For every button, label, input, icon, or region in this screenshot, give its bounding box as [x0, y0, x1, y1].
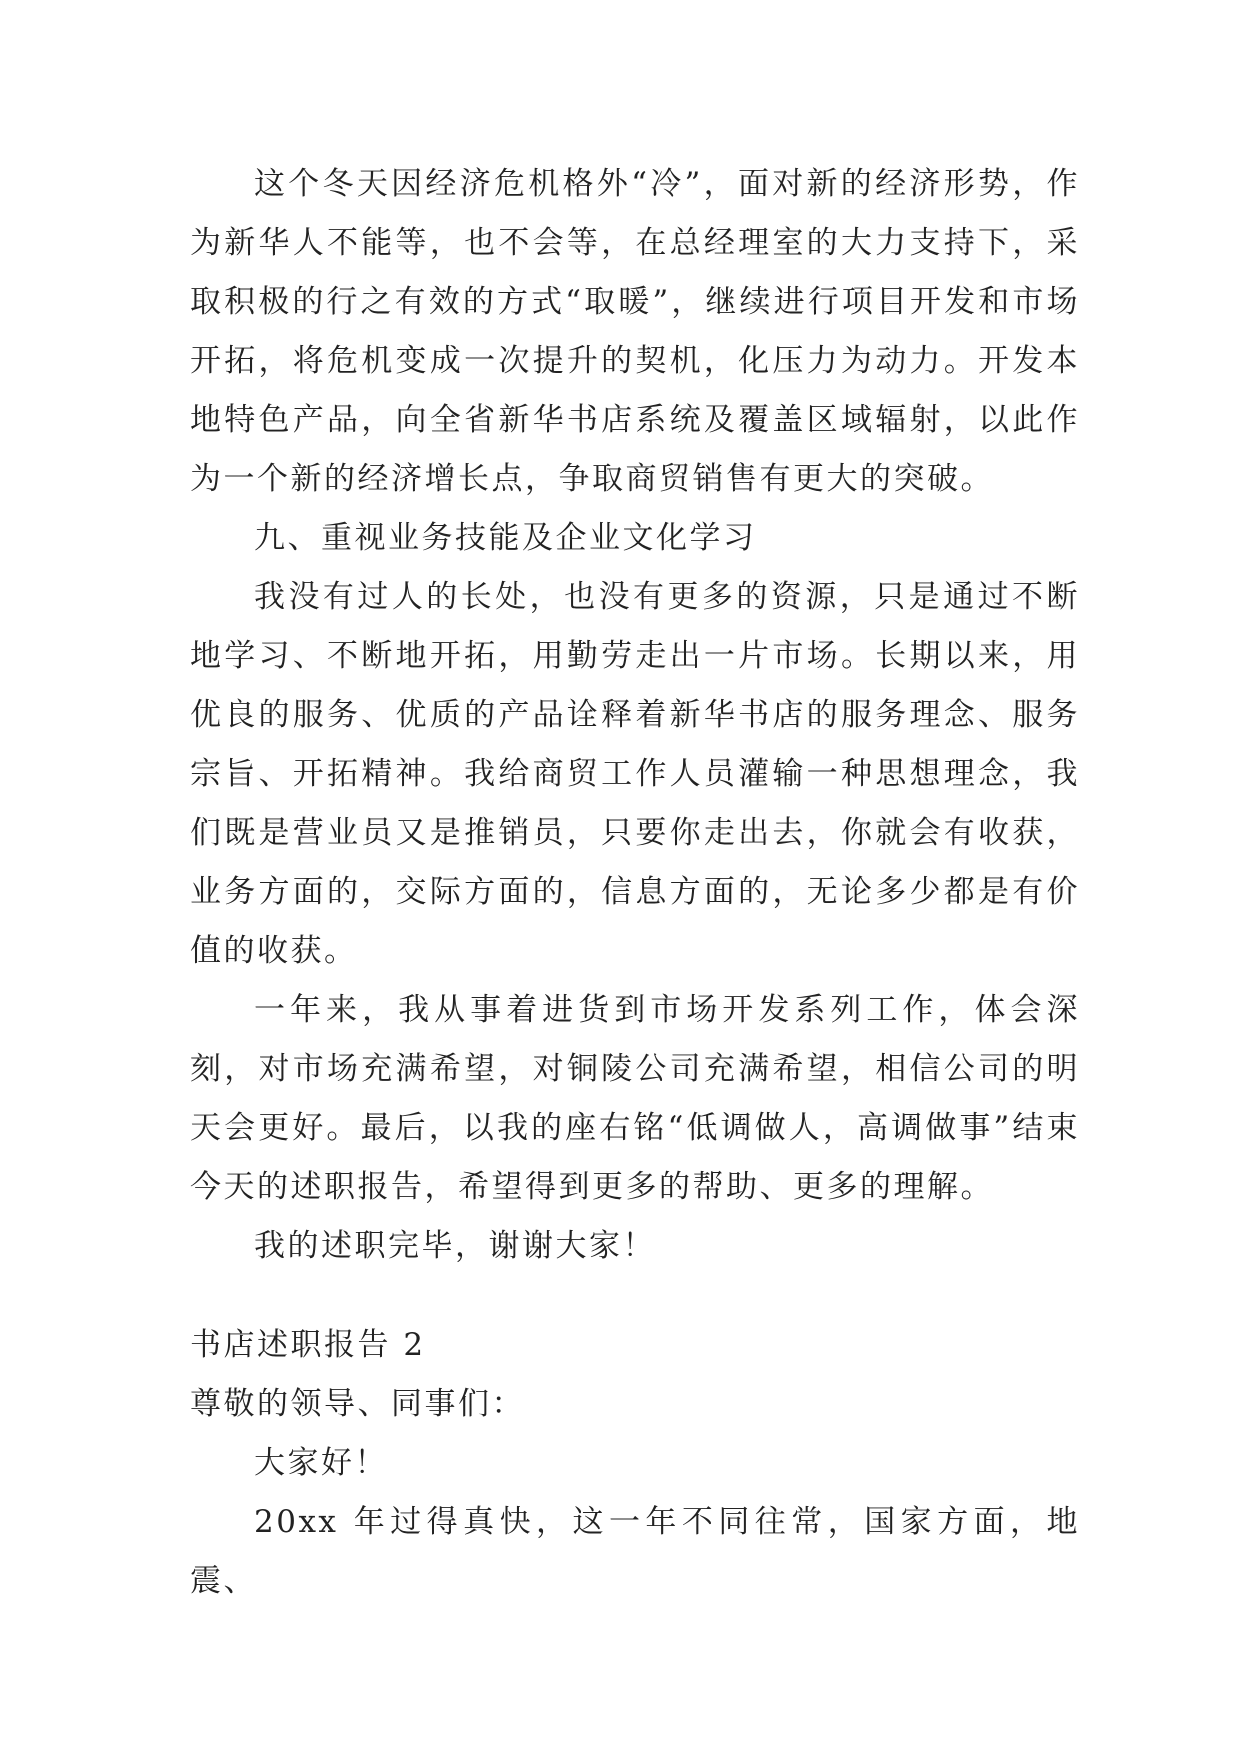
report-title: 书店述职报告 2: [190, 1327, 426, 1363]
paragraph-closing: 我的述职完毕，谢谢大家！: [254, 1228, 656, 1264]
section-heading-study: 九、重视业务技能及企业文化学习: [254, 520, 757, 556]
paragraph-economic-crisis: 这个冬天因经济危机格外“冷”，面对新的经济形势，作为新华人不能等，也不会等，在总经理室的大力支持下，采取积极的行之有效的方式“取暖”，继续进行项目开发和市场开拓，将危机变成一次提升的契机，化压力为动力。开发本地特色产品，向全省新华书店系统及覆盖区域辐射，以此作为一个新的经济增长点，争取商贸销售有更大的突破。: [190, 166, 1080, 497]
paragraph-year-summary: 一年来，我从事着进货到市场开发系列工作，体会深刻，对市场充满希望，对铜陵公司充满希望，相信公司的明天会更好。最后，以我的座右铭“低调做人，高调做事”结束今天的述职报告，希望得到更多的帮助、更多的理解。: [190, 992, 1080, 1205]
salutation: 尊敬的领导、同事们：: [190, 1386, 525, 1422]
opening-paragraph: 20xx 年过得真快，这一年不同往常，国家方面，地震、: [190, 1504, 1080, 1599]
greeting: 大家好！: [254, 1445, 388, 1481]
section-gap: [190, 1276, 1080, 1316]
paragraph-market-development: 我没有过人的长处，也没有更多的资源，只是通过不断地学习、不断地开拓，用勤劳走出一片市场。长期以来，用优良的服务、优质的产品诠释着新华书店的服务理念、服务宗旨、开拓精神。我给商贸工作人员灌输一种思想理念，我们既是营业员又是推销员，只要你走出去，你就会有收获，业务方面的，交际方面的，信息方面的，无论多少都是有价值的收获。: [190, 579, 1080, 969]
document-body: [190, 155, 1080, 1611]
